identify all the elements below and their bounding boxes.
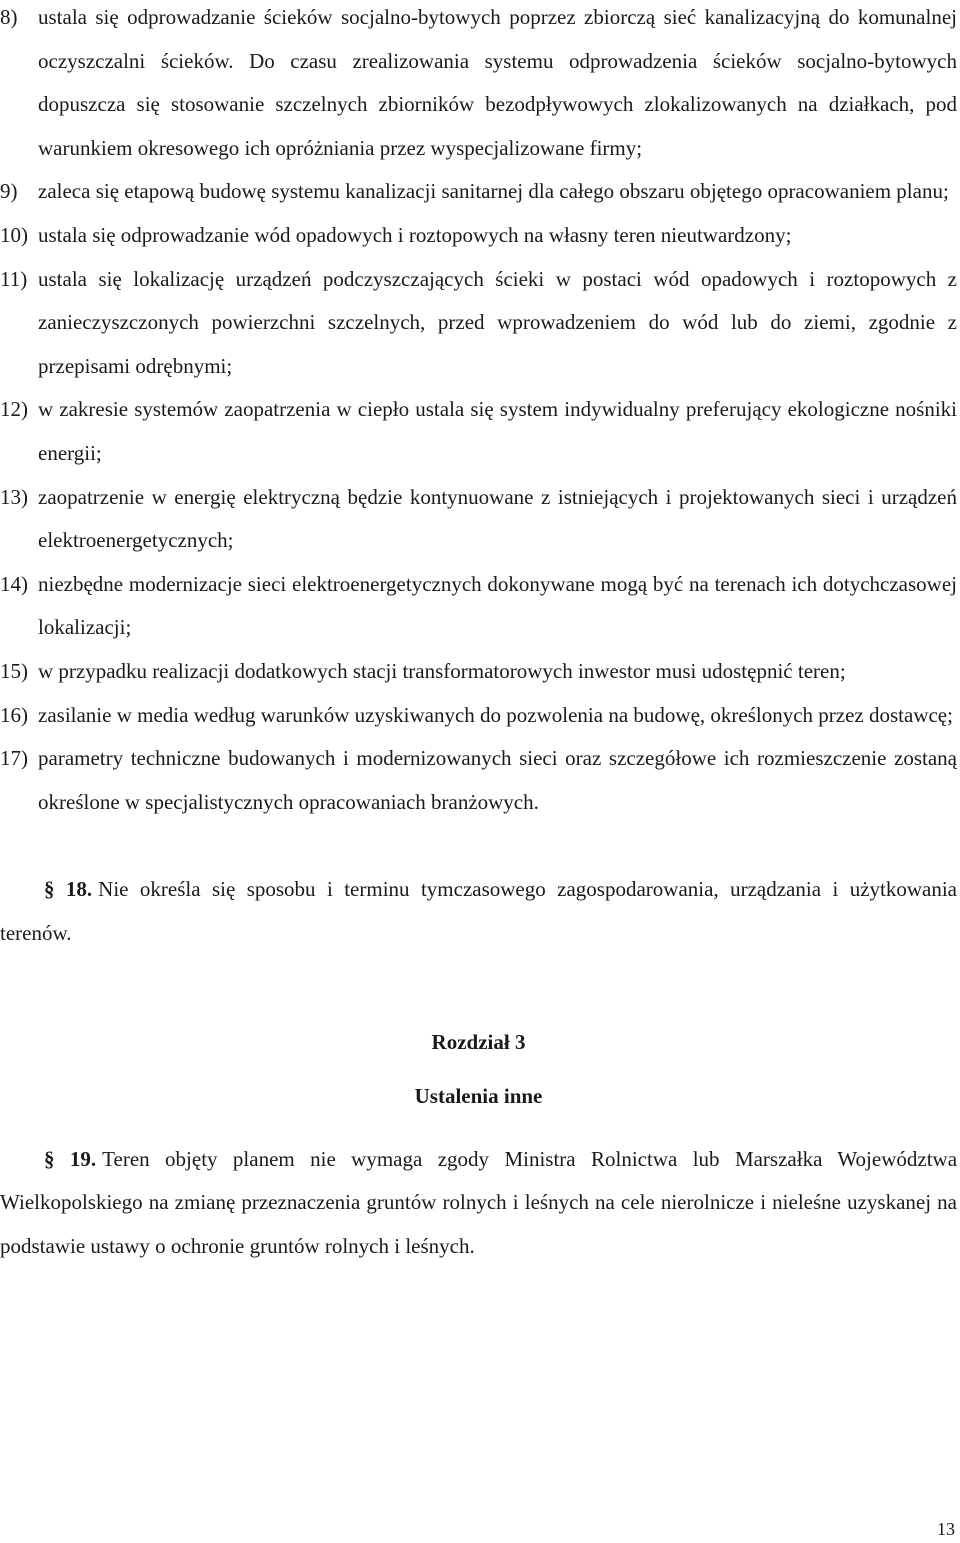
item-number: 17) xyxy=(0,746,28,771)
item-number: 12) xyxy=(0,397,28,422)
item-text: zaleca się etapową budowę systemu kanalizacji sanitarnej dla całego obszaru objętego opracowaniem planu; xyxy=(38,179,949,204)
item-number: 10) xyxy=(0,222,28,247)
chapter-number: Rozdział 3 xyxy=(431,1030,526,1055)
item-text: zasilanie w media według warunków uzyskiwanych do pozwolenia na budowę, określonych przez dostawcę; xyxy=(38,702,953,727)
item-text: ustala się lokalizację urządzeń podczyszczających ścieki w postaci wód opadowych i roztopowych z zanieczyszczonych powierzchni szczelnych, przed wprowadzeniem do wód lub do ziemi, zgodnie z przepisami odrębnymi; xyxy=(38,266,957,378)
list-item xyxy=(0,694,957,738)
item-text: w przypadku realizacji dodatkowych stacji transformatorowych inwestor musi udostępnić teren; xyxy=(38,658,846,683)
item-text: w zakresie systemów zaopatrzenia w ciepło ustala się system indywidualny preferujący ekologiczne nośniki energii; xyxy=(38,397,957,465)
item-text: niezbędne modernizacje sieci elektroenergetycznych dokonywane mogą być na terenach ich dotychczasowej lokalizacji; xyxy=(38,571,957,640)
list-item xyxy=(0,258,957,389)
item-number: 11) xyxy=(0,266,28,291)
list-item xyxy=(0,214,957,258)
list-item xyxy=(0,476,957,563)
item-number: 14) xyxy=(0,571,28,596)
list-item xyxy=(0,737,957,824)
item-number: 9) xyxy=(0,179,18,204)
list-item xyxy=(0,170,957,214)
list-item xyxy=(0,563,957,650)
section-18-paragraph xyxy=(0,868,957,955)
item-text: zaopatrzenie w energię elektryczną będzie kontynuowane z istniejących i projektowanych sieci i urządzeń elektroenergetycznych; xyxy=(38,484,957,553)
item-number: 15) xyxy=(0,658,28,683)
section-18-text: Nie określa się sposobu i terminu tymczasowego zagospodarowania, urządzania i użytkowania terenów. xyxy=(0,877,957,945)
item-text: parametry techniczne budowanych i modernizowanych sieci oraz szczegółowe ich rozmieszczenie zostaną określone w specjalistycznych opracowaniach branżowych. xyxy=(38,746,957,814)
section-19-text: Teren objęty planem nie wymaga zgody Ministra Rolnictwa lub Marszałka Województwa Wielkopolskiego na zmianę przeznaczenia gruntów rolnych i leśnych na cele nierolnicze i nieleśne uzyskanej na podstawie ustawy o ochronie gruntów rolnych i leśnych. xyxy=(0,1146,958,1258)
section-19-paragraph xyxy=(0,1138,957,1269)
item-text: ustala się odprowadzanie ścieków socjalno-bytowych poprzez zbiorczą sieć kanalizacyjną do komunalnej oczyszczalni ścieków. Do czasu zrealizowania systemu odprowadzenia ścieków socjalno-bytowych dopuszcza się stosowanie szczelnych zbiorników bezodpływowych zlokalizowanych na działkach, pod warunkiem okresowego ich opróżniania przez wyspecjalizowane firmy; xyxy=(38,5,957,160)
item-text: ustala się odprowadzanie wód opadowych i roztopowych na własny teren nieutwardzony; xyxy=(38,222,792,247)
chapter-title: Ustalenia inne xyxy=(414,1084,543,1109)
item-number: 16) xyxy=(0,702,28,727)
page-number: 13 xyxy=(937,1519,955,1539)
item-number: 8) xyxy=(0,5,18,29)
item-number: 13) xyxy=(0,484,28,509)
section-18-label: § 18. xyxy=(44,877,93,902)
list-item xyxy=(0,0,957,170)
list-item xyxy=(0,388,957,475)
section-19-label: § 19. xyxy=(44,1146,97,1171)
list-item xyxy=(0,650,957,694)
